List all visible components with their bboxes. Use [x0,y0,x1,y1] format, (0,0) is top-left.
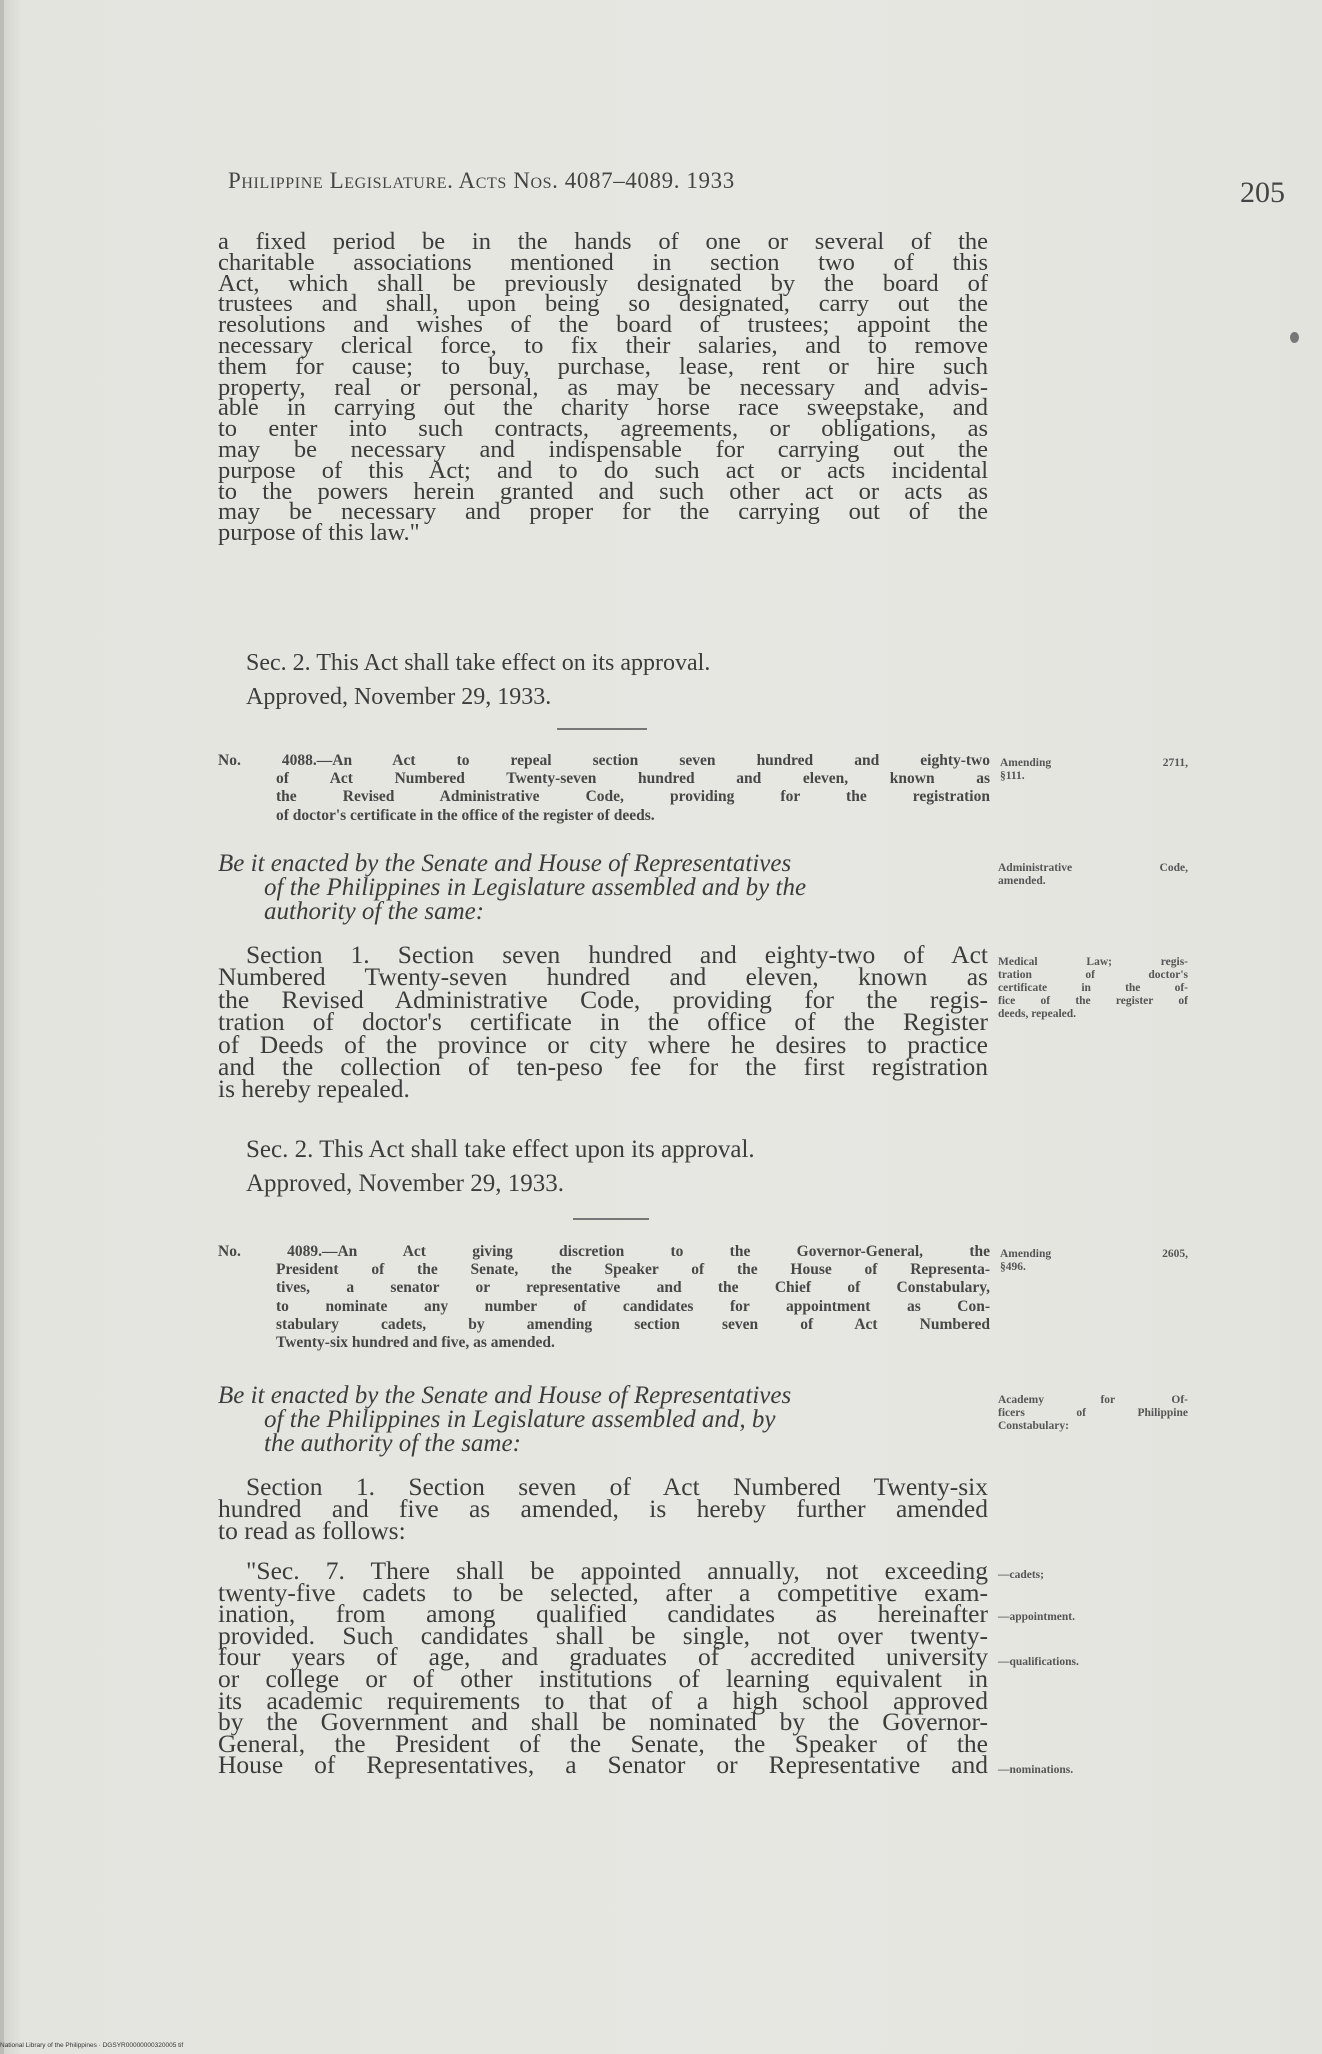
text-line: property, real or personal, as may be necessary and advis- [218,373,988,401]
text-line: them for cause; to buy, purchase, lease, rent or hire such [218,352,988,380]
margin-note-medical-law [998,956,1188,1021]
margin-note-appointment: —appointment. [998,1611,1075,1623]
text-line: four years of age, and graduates of accredited university [218,1642,988,1672]
act-4089-title [218,1243,990,1352]
text-line: tration of doctor's certificate in the office of the Register [218,1007,988,1037]
margin-note-nominations: —nominations. [998,1764,1074,1776]
text-line: to read as follows: [218,1516,406,1546]
text-line: the Revised Administrative Code, providing for the regis- [218,984,988,1014]
title-line: the Revised Administrative Code, providing for the registration [276,788,990,806]
page-edge-shadow [0,0,4,2054]
text-line: its academic requirements to that of a high school approved [218,1685,988,1715]
amended-section-7 [218,1556,988,1780]
text-line: Numbered Twenty-seven hundred and eleven, known as [218,962,988,992]
text-line: "Sec. 7. There shall be appointed annually, not exceeding [246,1556,988,1585]
title-line: tives, a senator or representative and the Chief of Constabulary, [276,1279,990,1297]
title-line: Twenty-six hundred and five, as amended. [276,1334,555,1352]
text-line: may be necessary and proper for the carrying out of the [218,498,988,526]
margin-line: certificate in the of- [998,982,1188,994]
ink-spot [1290,332,1299,343]
text-line: able in carrying out the charity horse race sweepstake, and [218,394,988,422]
enact-line: of the Philippines in Legislature assembled and by the [264,874,807,901]
text-line: General, the President of the Senate, the Speaker of the [218,1728,988,1758]
approval-date: Approved, November 29, 1933. [246,1170,564,1197]
text-line: of Deeds of the province or city where he desires to practice [218,1029,988,1059]
text-line: Section 1. Section seven of Act Numbered Twenty-six [246,1472,988,1501]
title-line: stabulary cadets, by amending section seven of Act Numbered [276,1315,990,1333]
margin-note-amending-2711 [1000,757,1188,783]
margin-note-qualifications: —qualifications. [998,1656,1079,1668]
page-number: 205 [1240,176,1285,209]
text-line: charitable associations mentioned in section two of this [218,248,988,276]
title-line: of doctor's certificate in the office of the register of deeds. [276,806,655,824]
running-header: Philippine Legislature. Acts Nos. 4087–4089. 1933 [228,168,735,193]
section-2-text: Sec. 2. This Act shall take effect on its approval. [246,650,711,676]
text-line: a fixed period be in the hands of one or several of the [218,228,988,255]
margin-line: amended. [998,875,1046,887]
text-line: is hereby repealed. [218,1074,410,1104]
text-line: twenty-five cadets to be selected, after a competitive exam- [218,1577,988,1607]
text-line: hundred and five as amended, is hereby further amended [218,1494,988,1524]
text-line: may be necessary and indispensable for carrying out the [218,435,988,463]
margin-note-admin-code [998,862,1188,888]
text-line: Section 1. Section seven hundred and eighty-two of Act [246,940,988,969]
act-4088-section-1 [218,940,988,1104]
text-line: provided. Such candidates shall be single, not over twenty- [218,1620,988,1650]
text-line: resolutions and wishes of the board of trustees; appoint the [218,311,988,339]
scan-source-label: National Library of the Philippines · DGSYR00000000320005 tif [0,2042,184,2049]
margin-line: Constabulary: [998,1420,1069,1432]
text-line: Act, which shall be previously designated by the board of [218,269,988,297]
text-line: purpose of this Act; and to do such act or acts incidental [218,456,988,484]
act-4089-enacting-clause [218,1384,998,1456]
enact-line: Be it enacted by the Senate and House of Representatives [218,850,792,877]
title-line: No. 4088.—An Act to repeal section seven hundred and eighty-two [218,752,990,769]
text-line: or college or of other institutions of learning equivalent in [218,1663,988,1693]
text-line: by the Government and shall be nominated by the Governor- [218,1707,988,1737]
act-4089-section-1 [218,1472,988,1546]
section-2-text: Sec. 2. This Act shall take effect upon its approval. [246,1136,755,1163]
margin-line: §111. [1000,770,1025,782]
divider [557,728,647,730]
title-line: of Act Numbered Twenty-seven hundred and eleven, known as [276,770,990,788]
title-line: to nominate any number of candidates for appointment as Con- [276,1297,990,1315]
margin-line: tration of doctor's [998,969,1188,981]
act-4088-title [218,752,990,825]
enact-line: Be it enacted by the Senate and House of Representatives [218,1382,792,1409]
text-line: trustees and shall, upon being so designated, carry out the [218,290,988,318]
text-line: ination, from among qualified candidates as hereinafter [218,1599,988,1629]
text-line: and the collection of ten-peso fee for the first registration [218,1052,988,1082]
margin-line: Amending 2605, [1000,1248,1188,1260]
text-line: necessary clerical force, to fix their salaries, and to remove [218,331,988,359]
margin-note-cadets: —cadets; [998,1569,1044,1581]
title-line: No. 4089.—An Act giving discretion to the Governor-General, the [218,1243,990,1260]
margin-line: Medical Law; regis- [998,956,1188,968]
margin-line: Amending 2711, [1000,757,1188,769]
enact-line: authority of the same: [264,898,485,925]
margin-line: Administrative Code, [998,862,1188,874]
approval-date: Approved, November 29, 1933. [246,684,552,710]
enact-line: the authority of the same: [264,1430,521,1457]
margin-note-academy [998,1394,1188,1433]
text-line: to enter into such contracts, agreements, or obligations, as [218,415,988,443]
margin-note-amending-2605 [1000,1248,1188,1274]
margin-line: Academy for Of- [998,1394,1188,1406]
text-line: purpose of this law." [218,519,420,547]
enact-line: of the Philippines in Legislature assembled and, by [264,1406,776,1433]
divider [573,1218,649,1220]
margin-line: §496. [1000,1261,1026,1273]
text-line: House of Representatives, a Senator or Representative and [218,1750,988,1780]
act-4088-enacting-clause [218,852,998,924]
text-line: to the powers herein granted and such other act or acts as [218,477,988,505]
title-line: President of the Senate, the Speaker of the House of Representa- [276,1261,990,1279]
margin-line: fice of the register of [998,995,1188,1007]
continuation-paragraph [218,228,988,547]
margin-line: deeds, repealed. [998,1008,1077,1020]
margin-line: ficers of Philippine [998,1407,1188,1419]
